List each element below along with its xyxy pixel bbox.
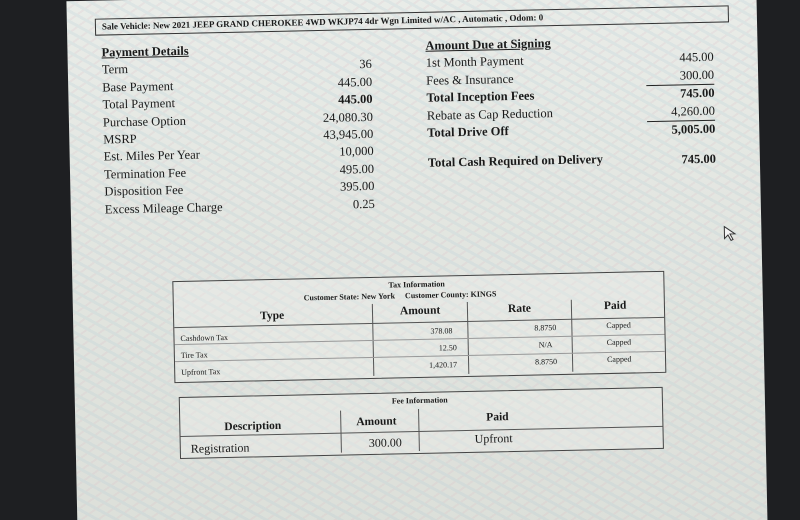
fee-col-amount: Amount <box>356 415 397 429</box>
purchase-option-value: 24,080.30 <box>322 109 374 125</box>
total-drive-off-value: 5,005.00 <box>671 121 716 137</box>
disposition-fee-label: Disposition Fee <box>104 183 184 199</box>
tax-info-title: Tax Information <box>388 279 445 290</box>
lease-worksheet-document <box>66 0 767 520</box>
base-payment-value: 445.00 <box>337 74 373 90</box>
amount-due-values <box>645 32 716 170</box>
tax-row-rate: 8.8750 <box>534 357 558 367</box>
tax-row-rate: N/A <box>538 340 553 350</box>
customer-county-value: KINGS <box>470 289 497 299</box>
tax-row-paid: Capped <box>606 354 632 365</box>
tax-col-amount: Amount <box>399 304 441 318</box>
total-drive-off-label: Total Drive Off <box>427 124 509 140</box>
excess-mileage-value: 0.25 <box>352 196 375 211</box>
cash-required-label: Total Cash Required on Delivery <box>427 152 604 171</box>
mouse-pointer-icon <box>723 225 737 241</box>
tax-header-divider <box>174 317 664 328</box>
customer-state-line <box>304 289 497 302</box>
tax-row-amount: 12.50 <box>438 343 457 353</box>
tax-row-type: Cashdown Tax <box>180 332 229 343</box>
purchase-option-label: Purchase Option <box>102 113 187 130</box>
fees-insurance-value: 300.00 <box>646 67 714 87</box>
fee-col-description: Description <box>224 419 282 434</box>
first-month-label: 1st Month Payment <box>425 54 524 71</box>
rebate-label: Rebate as Cap Reduction <box>426 105 554 123</box>
fee-info-title: Fee Information <box>391 395 448 406</box>
term-value: 36 <box>359 57 372 72</box>
tax-col-rate: Rate <box>507 302 532 316</box>
excess-mileage-label: Excess Mileage Charge <box>104 199 223 217</box>
total-payment-value: 445.00 <box>338 92 373 107</box>
customer-state-label: Customer State: <box>303 292 360 303</box>
first-month-value: 445.00 <box>679 50 714 65</box>
term-label: Term <box>101 62 129 77</box>
amount-due-title: Amount Due at Signing <box>425 36 551 53</box>
customer-county-label: Customer County: <box>404 289 469 301</box>
total-inception-value: 745.00 <box>679 85 715 101</box>
payment-details-title: Payment Details <box>101 43 189 60</box>
est-miles-value: 10,000 <box>339 144 374 160</box>
base-payment-label: Base Payment <box>102 78 174 95</box>
termination-fee-value: 495.00 <box>339 161 375 177</box>
total-inception-label: Total Inception Fees <box>426 88 535 105</box>
tax-col-paid: Paid <box>603 299 627 313</box>
tax-row-divider <box>175 334 665 345</box>
sale-vehicle-header: Sale Vehicle: New 2021 JEEP GRAND CHEROKEE 4WD WKJP74 4dr Wgn Limited w/AC , Automatic , Odom: 0 <box>95 5 729 35</box>
msrp-label: MSRP <box>103 131 137 147</box>
payment-details-labels <box>101 41 285 219</box>
tax-row-amount: 378.08 <box>430 326 453 336</box>
total-payment-label: Total Payment <box>102 96 176 112</box>
fee-information-table <box>179 387 664 459</box>
cash-required-value: 745.00 <box>681 152 717 167</box>
tax-row-paid: Capped <box>606 337 632 348</box>
customer-state-value: New York <box>361 291 396 302</box>
amount-due-labels <box>425 34 628 173</box>
termination-fee-label: Termination Fee <box>103 165 187 182</box>
disposition-fee-value: 395.00 <box>339 179 375 194</box>
fees-insurance-label: Fees & Insurance <box>426 71 514 88</box>
tax-information-table <box>172 271 666 383</box>
est-miles-label: Est. Miles Per Year <box>103 147 201 164</box>
payment-details-values <box>287 39 375 215</box>
rebate-value: 4,260.00 <box>647 102 715 122</box>
fee-row-paid: Upfront <box>474 431 513 446</box>
tax-row-type: Tire Tax <box>180 350 208 360</box>
msrp-value: 43,945.00 <box>323 126 374 142</box>
tax-col-type: Type <box>259 309 285 323</box>
tax-row-amount: 1,420.17 <box>429 360 458 370</box>
fee-col-paid: Paid <box>486 411 509 424</box>
fee-row-amount: 300.00 <box>368 435 402 451</box>
tax-row-divider <box>175 351 665 362</box>
fee-row-description: Registration <box>190 440 250 456</box>
tax-row-paid: Capped <box>606 320 631 331</box>
tax-row-type: Upfront Tax <box>181 367 221 377</box>
tax-row-rate: 8.8750 <box>534 323 557 333</box>
